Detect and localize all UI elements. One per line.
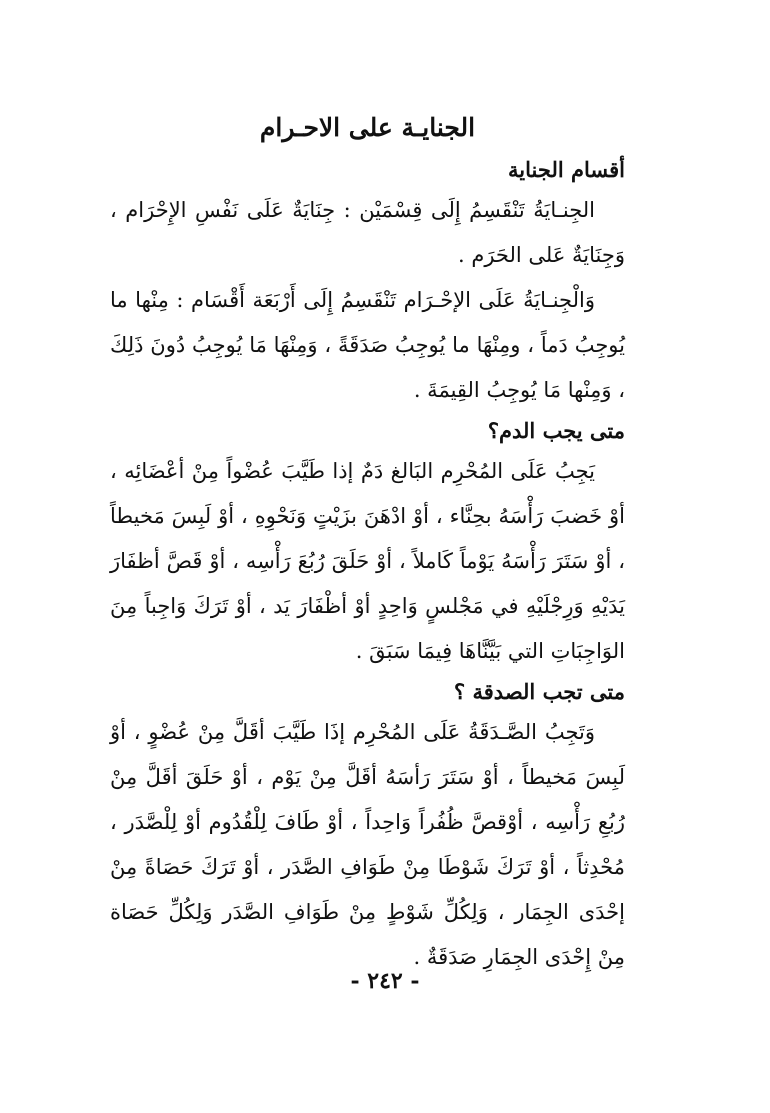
paragraph-charity-1: وَتَجِبُ الصَّـدَقَةُ عَلَى المُحْرِم إذَا طَيَّبَ أقَلَّ مِنْ عُضْوٍ ، أوْ لَبِسَ مَخيطاً ، أوْ سَتَرَ رَأسَهُ أقَلَّ مِنْ يَوْم ، أوْ حَلَقَ أقَلَّ مِنْ رُبُعِ رَأْسِه ، أوْقصَّ ظُفُراً وَاحِداً ، أوْ طَافَ لِلْقُدُوم أوْ لِلْصَّدَر ، مُحْدِثاً ، أوْ تَرَكَ شَوْطَا مِنْ طَوَافِ الصَّدَر ، أوْ تَرَكَ حَصَاةً مِنْ إحْدَى الجِمَار ، وَلِكُلِّ شَوْطٍ مِنْ طَوَافِ الصَّدَر وَلِكُلِّ حَصَاة مِنْ إِحْدَى الجِمَارِ صَدَقَةٌ . bbox=[110, 720, 625, 969]
paragraph-divisions-1: الجِنـايَةُ تَنْقَسِمُ إِلَى قِسْمَيْن : جِنَايَةٌ عَلَى نَفْسِ الإِحْرَام ، وَجِنَايَةٌ عَلى الحَرَم . bbox=[110, 198, 625, 267]
paragraph-blood-1: يَجِبُ عَلَى المُحْرِم البَالغ دَمٌ إذا طَيَّبَ عُضْواً مِنْ أعْضَائِه ، أوْ خَضبَ رَأْسَهُ بحِنَّاء ، أوْ ادْهَنَ بزَيْتٍ وَنَحْوِهِ ، أوْ لَبِسَ مَخيطاً ، أوْ سَتَرَ رَأْسَهُ يَوْماً كَاملاً ، أوْ حَلَقَ رُبُعَ رَأْسِه ، أوْ قَصَّ أظفَارَ يَدَيْهِ وَرِجْلَيْهِ في مَجْلسٍ وَاحِدٍ أوْ أظْفَارَ يَد ، أوْ تَرَكَ وَاجِباً مِنَ الوَاجِبَاتِ التي بَيَّنَّاهَا فِيمَا سَبَقَ . bbox=[110, 459, 625, 663]
section-heading-divisions: أقسام الجناية bbox=[508, 157, 625, 182]
page-number: - ٢٤٢ - bbox=[350, 968, 420, 994]
section-heading-blood: متى يجب الدم؟ bbox=[487, 418, 625, 443]
section-heading-charity: متى تجب الصدقة ؟ bbox=[454, 679, 625, 704]
paragraph-divisions-2: وَالْجِنـايَةُ عَلَى الإحْـرَام تَنْقَسِمُ إِلَى أَرْبَعَة أَقْسَام : مِنْها ما يُوجِبُ دَماً ، ومِنْهَا ما يُوجِبُ صَدَقَةً ، وَمِنْهَا مَا يُوجِبُ دُونَ ذَلِكَ ، وَمِنْها مَا يُوجِبُ القِيمَةَ . bbox=[110, 288, 625, 402]
page-title: الجنايـة على الاحـرام bbox=[259, 113, 476, 142]
document-page bbox=[110, 110, 625, 980]
